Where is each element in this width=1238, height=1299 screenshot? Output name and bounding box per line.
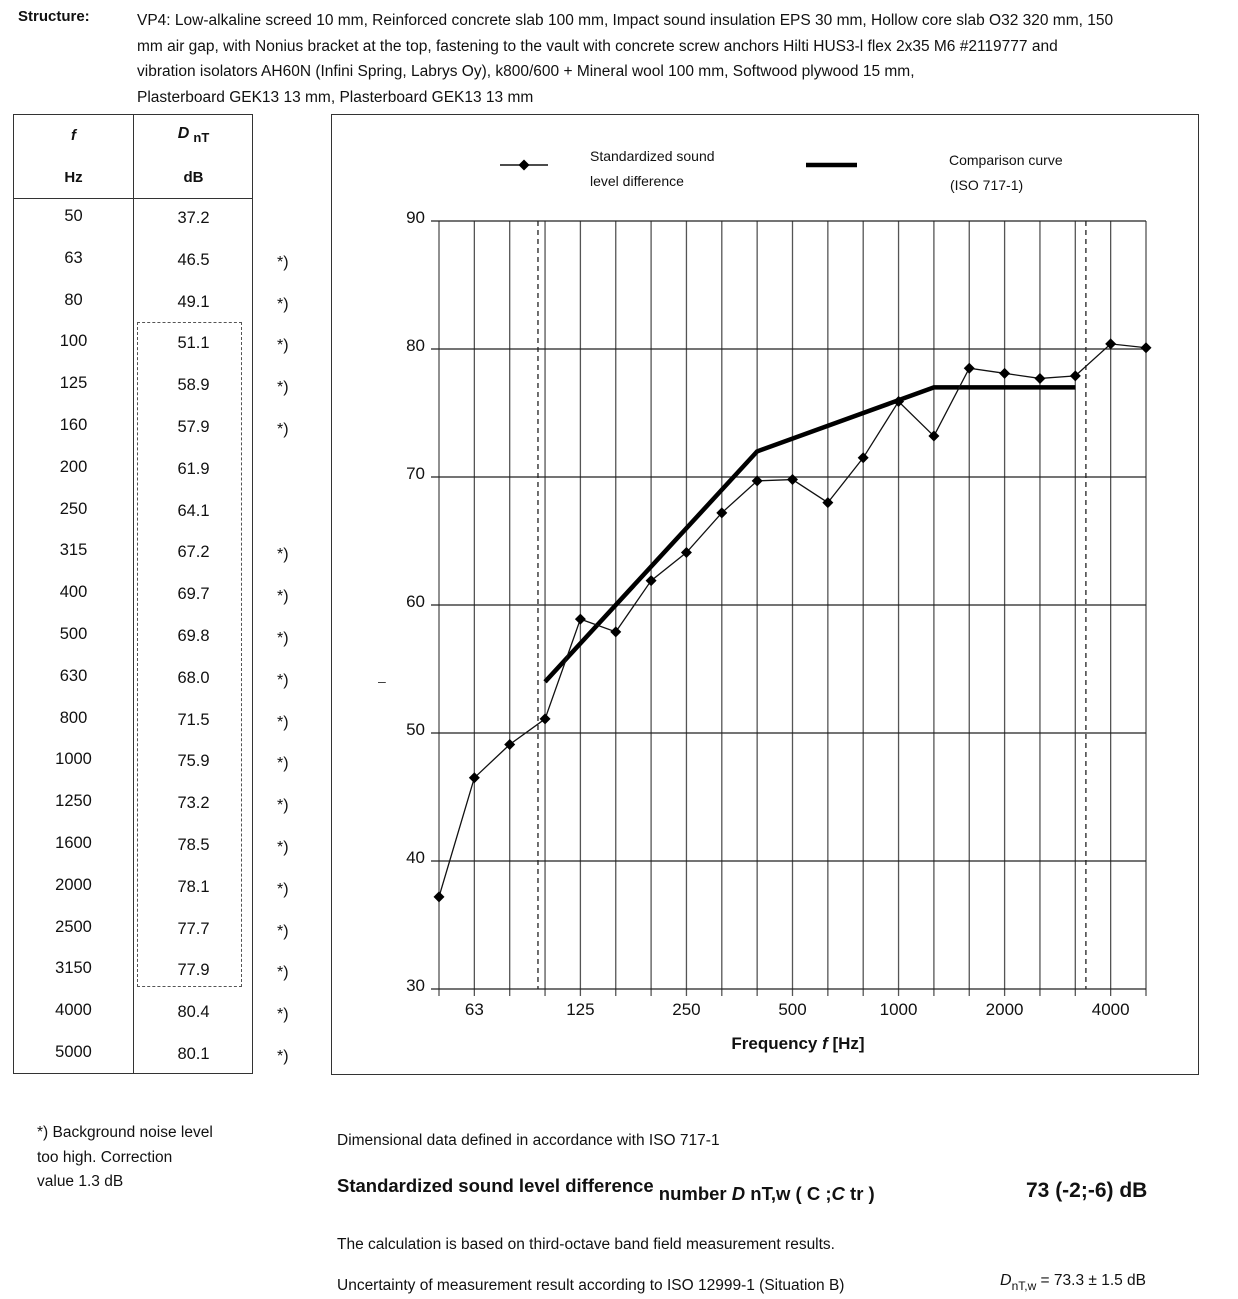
table-cell-frequency: 1600 xyxy=(55,834,92,852)
footnote-line: value 1.3 dB xyxy=(37,1173,124,1190)
background-noise-note-mark: *) xyxy=(277,421,289,438)
rating-symbol-sub: nT,w xyxy=(750,1183,791,1204)
background-noise-note-mark: *) xyxy=(277,964,289,982)
y-tick-label: 60 xyxy=(406,592,425,611)
background-noise-note-mark: *) xyxy=(277,797,289,815)
table-cell-dnt: 80.1 xyxy=(177,1045,210,1063)
data-point-marker xyxy=(964,363,975,374)
evaluation-range-box xyxy=(137,322,242,987)
table-cell-frequency: 2500 xyxy=(55,917,92,936)
legend-comparison-label: Comparison curve xyxy=(949,152,1063,168)
data-point-marker xyxy=(575,614,586,625)
table-cell-frequency: 63 xyxy=(64,248,83,267)
table-cell-dnt: 61.9 xyxy=(177,459,210,478)
footnote-line: too high. Correction xyxy=(37,1148,173,1166)
structure-line: Plasterboard GEK13 13 mm, Plasterboard GEK13 13 mm xyxy=(137,88,534,106)
table-cell-dnt: 49.1 xyxy=(177,292,210,311)
y-tick-label: 70 xyxy=(406,464,425,483)
background-noise-note-mark: *) xyxy=(277,755,289,773)
comparison-curve xyxy=(545,387,1075,681)
table-cell-dnt: 46.5 xyxy=(177,250,210,269)
uncertainty-symbol-sub: nT,w xyxy=(1011,1279,1037,1293)
table-cell-frequency: 50 xyxy=(64,207,83,225)
uncertainty-number: = 73.3 ± 1.5 dB xyxy=(1036,1272,1147,1289)
uncertainty-symbol: D xyxy=(1000,1272,1012,1289)
table-cell-frequency: 1000 xyxy=(55,750,92,769)
table-cell-frequency: 3150 xyxy=(55,959,92,978)
x-tick-label: 500 xyxy=(778,1000,807,1019)
background-noise-note-mark: *) xyxy=(277,337,289,355)
x-axis-label xyxy=(731,1034,864,1053)
col-d-unit: dB xyxy=(183,169,204,186)
chart xyxy=(332,115,1198,1074)
data-point-marker xyxy=(540,713,551,724)
rating-symbol-ctr-sub: tr xyxy=(850,1183,864,1204)
rating-value: 73 (-2;-6) dB xyxy=(1026,1179,1148,1202)
table-cell-frequency: 315 xyxy=(59,541,88,560)
rating-symbol-d: D xyxy=(731,1183,746,1204)
x-tick-label: 250 xyxy=(672,1000,701,1019)
table-cell-frequency: 100 xyxy=(59,332,88,351)
paren-close: ) xyxy=(868,1183,875,1204)
footnote xyxy=(37,1121,257,1195)
background-noise-note-mark: *) xyxy=(277,671,289,689)
background-noise-note-mark: *) xyxy=(277,922,289,940)
background-noise-note-mark: *) xyxy=(277,1048,289,1065)
table-cell-dnt: 37.2 xyxy=(177,209,210,227)
table-cell-frequency: 1250 xyxy=(55,792,92,811)
table-cell-dnt: 69.8 xyxy=(177,627,210,645)
chart-frame xyxy=(331,114,1199,1075)
table-cell-dnt: 78.1 xyxy=(177,877,210,896)
y-tick-label: 50 xyxy=(406,720,425,739)
background-noise-note-mark: *) xyxy=(277,546,289,564)
legend-measured-label: Standardized sound xyxy=(590,148,715,164)
dimensional-note: Dimensional data defined in accordance with ISO 717-1 xyxy=(337,1132,720,1149)
table-cell-frequency: 2000 xyxy=(55,875,92,894)
table-cell-dnt: 77.9 xyxy=(177,961,210,980)
structure-line: mm air gap, with Nonius bracket at the top, fastening to the vault with concrete screw anchors Hilti HUS3-l flex 2x35 M6 #2119777 and xyxy=(137,37,1058,55)
footnote-line: *) Background noise level xyxy=(37,1124,213,1141)
table-cell-frequency: 125 xyxy=(59,374,88,393)
table-cell-dnt: 57.9 xyxy=(177,418,210,436)
background-noise-note-mark: *) xyxy=(277,295,289,313)
table-cell-frequency: 630 xyxy=(59,666,88,685)
background-noise-note-mark: *) xyxy=(277,630,289,647)
rating-symbol-c: C xyxy=(806,1183,821,1204)
uncertainty-value xyxy=(1000,1272,1147,1293)
structure-label: Structure: xyxy=(18,8,90,25)
col-f-unit: Hz xyxy=(64,169,83,186)
table-cell-frequency: 800 xyxy=(59,708,88,727)
table-cell-dnt: 58.9 xyxy=(177,376,210,395)
table-cell-frequency: 500 xyxy=(59,625,88,643)
table-cell-frequency: 80 xyxy=(64,290,83,309)
rating-number-word: number xyxy=(658,1183,727,1204)
table-cell-dnt: 77.7 xyxy=(177,919,210,938)
table-cell-dnt: 80.4 xyxy=(177,1003,210,1022)
table-cell-frequency: 4000 xyxy=(55,1001,92,1020)
table-cell-frequency: 160 xyxy=(59,416,88,434)
rating-symbol-ctr: C xyxy=(831,1183,845,1204)
uncertainty-label: Uncertainty of measurement result according to ISO 12999-1 (Situation B) xyxy=(337,1277,845,1294)
background-noise-note-mark: *) xyxy=(277,1006,289,1024)
background-noise-note-mark: *) xyxy=(277,379,289,397)
structure-description xyxy=(137,8,1177,110)
background-noise-note-mark: *) xyxy=(277,713,289,731)
rating-label xyxy=(337,1175,875,1204)
legend-comparison-label: (ISO 717-1) xyxy=(950,177,1024,193)
data-point-marker xyxy=(999,368,1010,379)
x-axis-label-unit: [Hz] xyxy=(827,1034,865,1053)
data-point-marker xyxy=(1034,373,1045,384)
col-d-header-main: D xyxy=(177,125,190,142)
table-cell-dnt: 69.7 xyxy=(177,585,210,604)
structure-line: VP4: Low-alkaline screed 10 mm, Reinforced concrete slab 100 mm, Impact sound insulation EPS 30 mm, Hollow core slab O32 320 mm, 150 xyxy=(137,12,1114,29)
y-axis-mark: – xyxy=(378,673,386,689)
table-cell-frequency: 400 xyxy=(59,583,88,602)
separator: ; xyxy=(825,1183,832,1204)
x-tick-label: 1000 xyxy=(879,1000,918,1019)
background-noise-note-mark: *) xyxy=(277,839,289,856)
y-tick-label: 90 xyxy=(406,208,425,227)
background-noise-note-mark: *) xyxy=(277,253,289,271)
x-tick-label: 63 xyxy=(464,1000,484,1019)
y-tick-label: 40 xyxy=(406,848,425,867)
rating-label-number xyxy=(659,1183,875,1204)
table-cell-frequency: 5000 xyxy=(55,1043,92,1061)
y-tick-label: 80 xyxy=(406,336,425,355)
table-cell-frequency: 200 xyxy=(59,457,88,476)
x-axis-label-main: Frequency xyxy=(731,1034,823,1053)
data-point-marker xyxy=(787,474,798,485)
col-d-header xyxy=(134,125,253,143)
table-cell-dnt: 78.5 xyxy=(177,836,210,854)
col-f-header: f xyxy=(71,127,76,144)
background-noise-note-mark: *) xyxy=(277,588,289,606)
rating-label-main: Standardized sound level difference xyxy=(337,1175,654,1196)
y-tick-label: 30 xyxy=(406,976,425,995)
table-cell-dnt: 64.1 xyxy=(177,501,210,520)
table-cell-dnt: 73.2 xyxy=(177,794,210,813)
col-d-header-sub: nT xyxy=(193,130,210,145)
table-cell-dnt: 67.2 xyxy=(177,543,210,562)
x-axis-label-var: f xyxy=(822,1034,828,1053)
legend-diamond-icon xyxy=(519,160,530,171)
structure-line: vibration isolators AH60N (Infini Spring, Labrys Oy), k800/600 + Mineral wool 100 mm, Softwood plywood 15 mm, xyxy=(137,63,915,80)
table-cell-frequency: 250 xyxy=(59,499,88,518)
x-tick-label: 125 xyxy=(566,1000,595,1019)
table-cell-dnt: 68.0 xyxy=(177,668,210,687)
calculation-note: The calculation is based on third-octave band field measurement results. xyxy=(337,1236,835,1253)
data-point-marker xyxy=(1141,342,1152,353)
data-point-marker xyxy=(610,626,621,637)
background-noise-note-mark: *) xyxy=(277,880,289,898)
table-cell-dnt: 51.1 xyxy=(177,334,210,353)
table-cell-dnt: 75.9 xyxy=(177,752,210,771)
x-tick-label: 2000 xyxy=(985,1000,1024,1019)
table-cell-dnt: 71.5 xyxy=(177,710,210,729)
table-divider-horizontal xyxy=(14,198,252,199)
legend-measured-label: level difference xyxy=(590,173,684,189)
paren-open: ( xyxy=(795,1183,802,1204)
data-point-marker xyxy=(434,891,445,902)
x-tick-label: 4000 xyxy=(1091,1000,1130,1019)
